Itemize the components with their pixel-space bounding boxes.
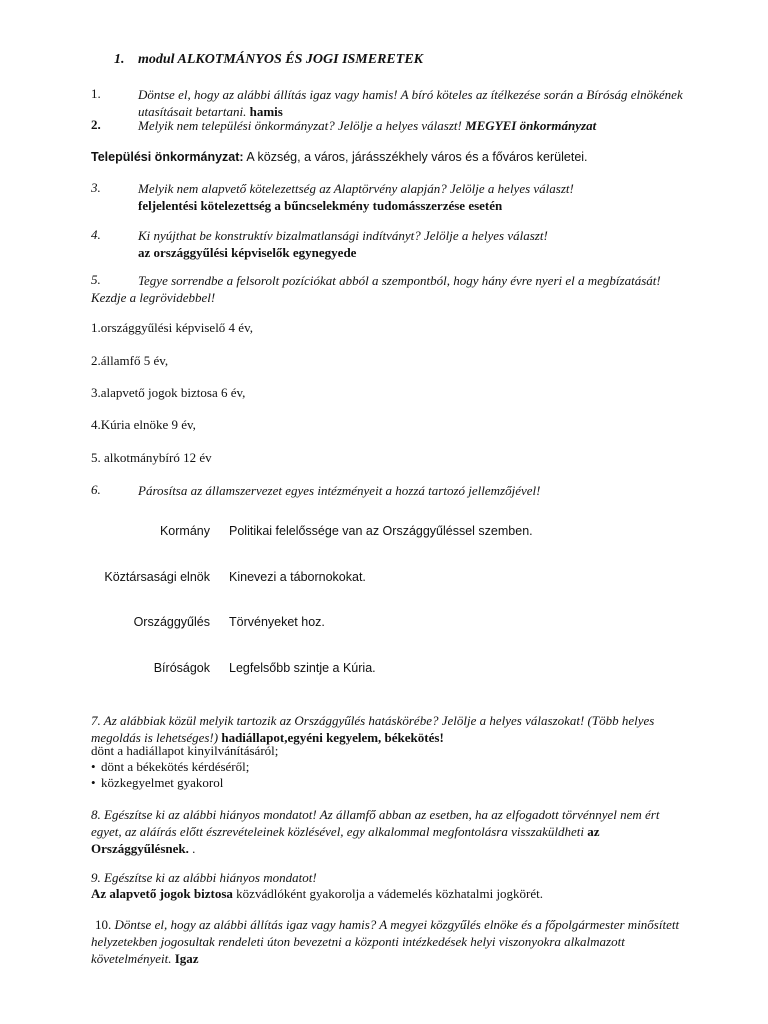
note xyxy=(91,149,691,166)
q6-text: Párosítsa az államszervezet egyes intézményeit a hozzá tartozó jellemzőjével! xyxy=(138,483,541,498)
q3-text: Melyik nem alapvető kötelezettség az Alaptörvény alapján? Jelölje a helyes választ! xyxy=(138,181,574,196)
q4-answer: az országgyűlési képviselők egynegyede xyxy=(138,245,357,260)
q9-rest: közvádlóként gyakorolja a vádemelés közhatalmi jogkörét. xyxy=(232,886,544,901)
q8 xyxy=(91,806,686,857)
q1-text: Döntse el, hogy az alábbi állítás igaz vagy hamis! A bíró köteles az ítélkezése során a Bíróság elnökének utasításait betartani. xyxy=(138,87,683,119)
bullet-2: • xyxy=(91,775,96,790)
q7-line-3-text: közkegyelmet gyakorol xyxy=(101,775,224,790)
q2-answer: MEGYEI önkormányzat xyxy=(465,118,597,133)
q5-item-2: 2.államfő 5 év, xyxy=(91,353,169,368)
page-title xyxy=(114,52,423,68)
q7-text: 7. Az alábbiak közül melyik tartozik az Országgyűlés hatáskörébe? Jelölje a helyes válaszokat! (Több helyes megoldás is lehetséges!) xyxy=(91,713,655,745)
q5-item-5: 5. alkotmánybíró 12 év xyxy=(91,450,212,465)
note-label: Települési önkormányzat: xyxy=(91,150,244,164)
q3-number: 3. xyxy=(91,180,101,195)
q7 xyxy=(91,712,681,746)
q9-text: 9. Egészítse ki az alábbi hiányos mondatot! xyxy=(91,870,317,885)
title-text: modul ALKOTMÁNYOS ÉS JOGI ISMERETEK xyxy=(138,52,423,67)
q6-row-label-1: Kormány xyxy=(159,524,210,538)
q1 xyxy=(138,86,698,120)
q7-line-1: dönt a hadiállapot kinyilvánításáról; xyxy=(91,743,279,758)
q5-number: 5. xyxy=(91,272,101,287)
q6-row-text-4: Legfelsőbb szintje a Kúria. xyxy=(229,661,376,675)
q7-line-2-text: dönt a békekötés kérdéséről; xyxy=(101,759,250,774)
q6-row-label-4: Bíróságok xyxy=(153,661,210,675)
q6-row-label-2: Köztársasági elnök xyxy=(104,570,210,584)
q2-number: 2. xyxy=(91,117,101,132)
q10-text: Döntse el, hogy az alábbi állítás igaz vagy hamis? A megyei közgyűlés elnöke és a főpolgármester minősített helyzetekben jogosultak rendeleti úton bevezetni a központi intézkedések helyi viszonyokra alkalmazott követelményeit. xyxy=(91,917,680,966)
q9-answer: Az alapvető jogok biztosa xyxy=(91,886,233,901)
q5-item-4: 4.Kúria elnöke 9 év, xyxy=(91,417,196,432)
q6-row-label-3: Országgyűlés xyxy=(133,615,210,629)
q8-answer: az Országgyűlésnek. xyxy=(91,824,600,856)
q4-number: 4. xyxy=(91,227,101,242)
q10 xyxy=(91,916,686,967)
q6-number: 6. xyxy=(91,482,101,497)
q2-text: Melyik nem települési önkormányzat? Jelölje a helyes választ! xyxy=(138,118,462,133)
q9-line2 xyxy=(91,885,691,902)
q6-row-text-2: Kinevezi a tábornokokat. xyxy=(229,570,366,584)
q7-line-3 xyxy=(91,775,223,791)
q1-number: 1. xyxy=(91,86,101,101)
q8-text: 8. Egészítse ki az alábbi hiányos mondatot! Az államfő abban az esetben, ha az elfogadott törvénnyel nem ért egyet, az aláírás előtt észrevételeinek közlésével, egy alkalommal megfontolásra visszaküldheti xyxy=(91,807,660,839)
q5-item-3: 3.alapvető jogok biztosa 6 év, xyxy=(91,385,246,400)
q5-text xyxy=(91,272,691,306)
q6-row-text-1: Politikai felelőssége van az Országgyűléssel szemben. xyxy=(229,524,533,538)
q10-answer: Igaz xyxy=(174,951,199,966)
note-text: A község, a város, járásszékhely város és a főváros kerületei. xyxy=(246,150,588,164)
q4-text: Ki nyújthat be konstruktív bizalmatlansági indítványt? Jelölje a helyes választ! xyxy=(138,228,548,243)
q10-number: 10. xyxy=(95,917,112,932)
q6-row-text-3: Törvényeket hoz. xyxy=(229,615,325,629)
q8-tail: . xyxy=(188,841,196,856)
title-number: 1. xyxy=(114,52,125,67)
q5-item-1: 1.országgyűlési képviselő 4 év, xyxy=(91,320,253,335)
q1-answer: hamis xyxy=(249,104,283,119)
bullet-1: • xyxy=(91,759,96,774)
q5-text-content: Tegye sorrendbe a felsorolt pozíciókat abból a szempontból, hogy hány évre nyeri el a megbízatását! Kezdje a legrövidebbel! xyxy=(91,273,661,305)
q2 xyxy=(138,117,698,134)
q3 xyxy=(138,180,698,214)
q3-answer: feljelentési kötelezettség a bűncselekmény tudomásszerzése esetén xyxy=(138,198,503,213)
q4 xyxy=(138,227,698,261)
q7-line-2 xyxy=(91,759,249,775)
q7-answer: hadiállapot,egyéni kegyelem, békekötés! xyxy=(221,730,444,745)
